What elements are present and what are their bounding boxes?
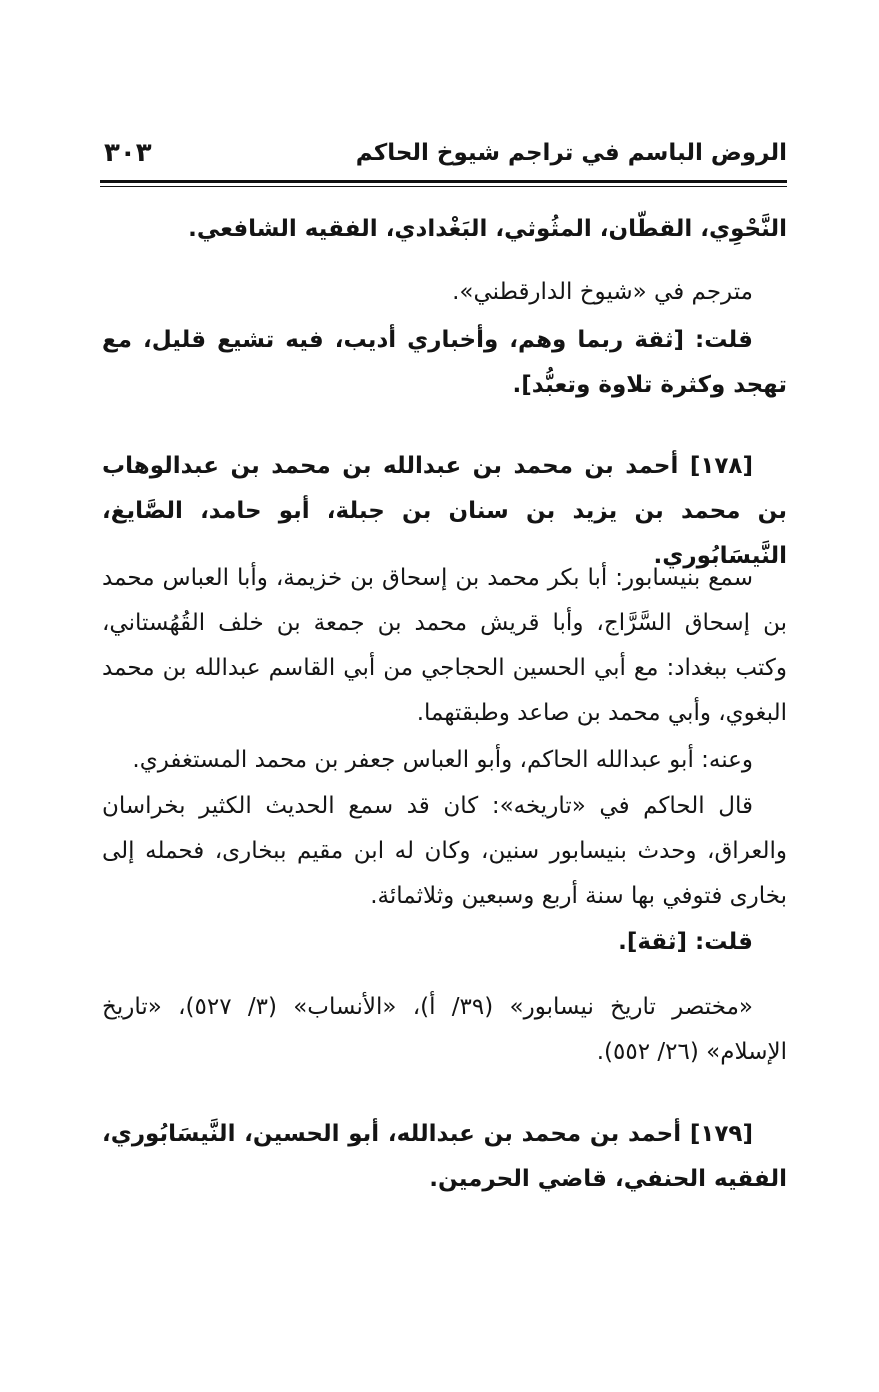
author-comment: قلت: [ثقة ربما وهم، وأخباري أديب، فيه تشيع قليل، مع تهجد وكثرة تلاوة وتعبُّد]. — [102, 327, 787, 398]
header-rule-thin — [100, 186, 787, 187]
source-note: مترجم في «شيوخ الدارقطني». — [452, 279, 753, 305]
entry-178-verdict: قلت: [ثقة]. — [618, 929, 753, 955]
entry-178-number: [١٧٨] — [689, 453, 753, 479]
entry-179-number: [١٧٩] — [689, 1121, 753, 1147]
entry-178-name: أحمد بن محمد بن عبدالله بن محمد بن عبدالوهاب بن محمد بن يزيد بن سنان بن جبلة، أبو حامد، الصَّايغ، النَّيسَابُوري. — [102, 453, 787, 569]
page-header — [100, 136, 787, 180]
page-number: ٣٠٣ — [104, 138, 152, 168]
entry-178-students: وعنه: أبو عبدالله الحاكم، وأبو العباس جعفر بن محمد المستغفري. — [132, 747, 753, 773]
entry-179-heading — [102, 1112, 787, 1202]
entry-178-sources: «مختصر تاريخ نيسابور» (٣٩/ أ)، «الأنساب» (٣/ ٥٢٧)، «تاريخ الإسلام» (٢٦/ ٥٥٢). — [102, 994, 787, 1065]
header-rule-thick — [100, 180, 787, 183]
continuation-paragraph: النَّحْوِي، القطّان، المثُوثي، البَغْدادي، الفقيه الشافعي. — [188, 216, 787, 242]
entry-178-hakim-quote: قال الحاكم في «تاريخه»: كان قد سمع الحديث الكثير بخراسان والعراق، وحدث بنيسابور سنين، وكان له ابن مقيم ببخارى، فحمله إلى بخارى فتوفي بها سنة أربع وسبعين وثلاثمائة. — [102, 793, 787, 909]
entry-179-name: أحمد بن محمد بن عبدالله، أبو الحسين، النَّيسَابُوري، الفقيه الحنفي، قاضي الحرمين. — [102, 1121, 787, 1192]
running-title: الروض الباسم في تراجم شيوخ الحاكم — [355, 140, 787, 166]
entry-178-teachers: سمع بنيسابور: أبا بكر محمد بن إسحاق بن خزيمة، وأبا العباس محمد بن إسحاق السَّرَّاج، وأبا قريش محمد بن جمعة بن خلف القُهُستاني، وكتب ببغداد: مع أبي الحسين الحجاجي من أبي القاسم عبدالله بن محمد البغوي، وأبي محمد بن صاعد وطبقتهما. — [102, 565, 787, 726]
